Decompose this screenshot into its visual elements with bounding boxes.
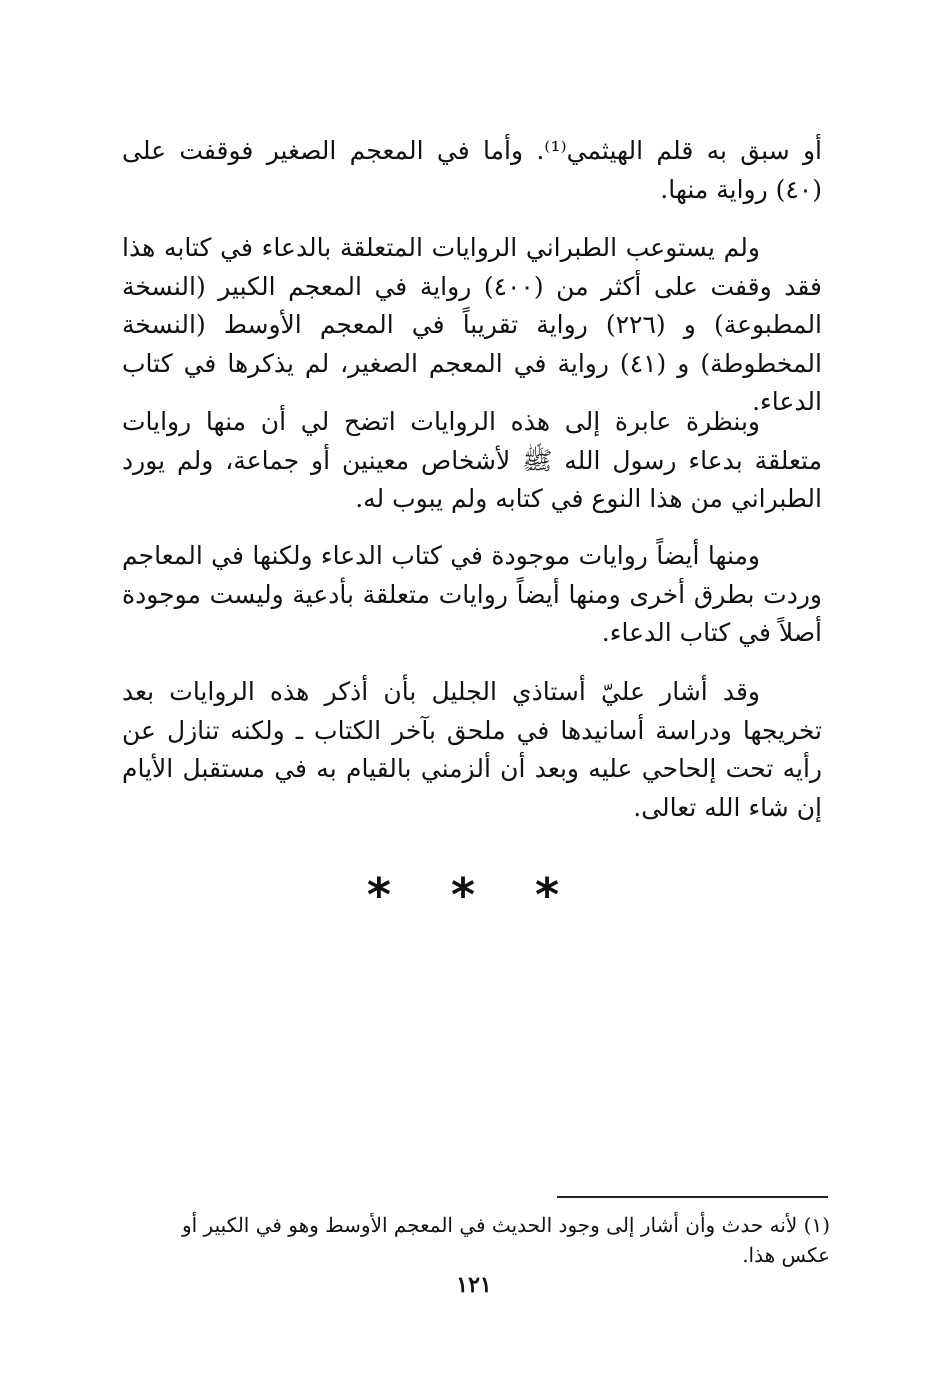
paragraph: وقد أشار عليّ أستاذي الجليل بأن أذكر هذه الروايات بعد تخريجها ودراسة أسانيدها في ملحق بآخر الكتاب ـ ولكنه تنازل عن رأيه تحت إلحاحي عليه وبعد أن ألزمني بالقيام به في مستقبل الأيام إن شاء الله تعالى. (122, 677, 822, 822)
footnote: (١) لأنه حدث وأن أشار إلى وجود الحديث في المعجم الأوسط وهو في الكبير أو عكس هذا. (181, 1213, 830, 1267)
paragraph: ولم يستوعب الطبراني الروايات المتعلقة بالدعاء في كتابه هذا فقد وقفت على أكثر من (٤٠٠) رواية في المعجم الكبير (النسخة المطبوعة) و (٢٢٦) رواية تقريباً في المعجم الأوسط (النسخة المخطوطة) و (٤١) رواية في المعجم الصغير، لم يذكرها في كتاب الدعاء. (122, 233, 823, 416)
page-number: ١٢١ (456, 1272, 492, 1298)
footnote-rule (557, 1196, 828, 1198)
section-separator: * * * (366, 868, 582, 922)
paragraph: ومنها أيضاً روايات موجودة في كتاب الدعاء ولكنها في المعاجم وردت بطرق أخرى ومنها أيضاً روايات متعلقة بأدعية وليست موجودة أصلاً في كتاب الدعاء. (122, 541, 822, 647)
paragraph: وبنظرة عابرة إلى هذه الروايات اتضح لي أن منها روايات متعلقة بدعاء رسول الله ﷺ لأشخاص معينين أو جماعة، ولم يورد الطبراني من هذا النوع في كتابه ولم يبوب له. (122, 407, 822, 513)
paragraph: أو سبق به قلم الهيثمي⁽¹⁾. وأما في المعجم الصغير فوقفت على (٤٠) رواية منها. (122, 136, 822, 204)
